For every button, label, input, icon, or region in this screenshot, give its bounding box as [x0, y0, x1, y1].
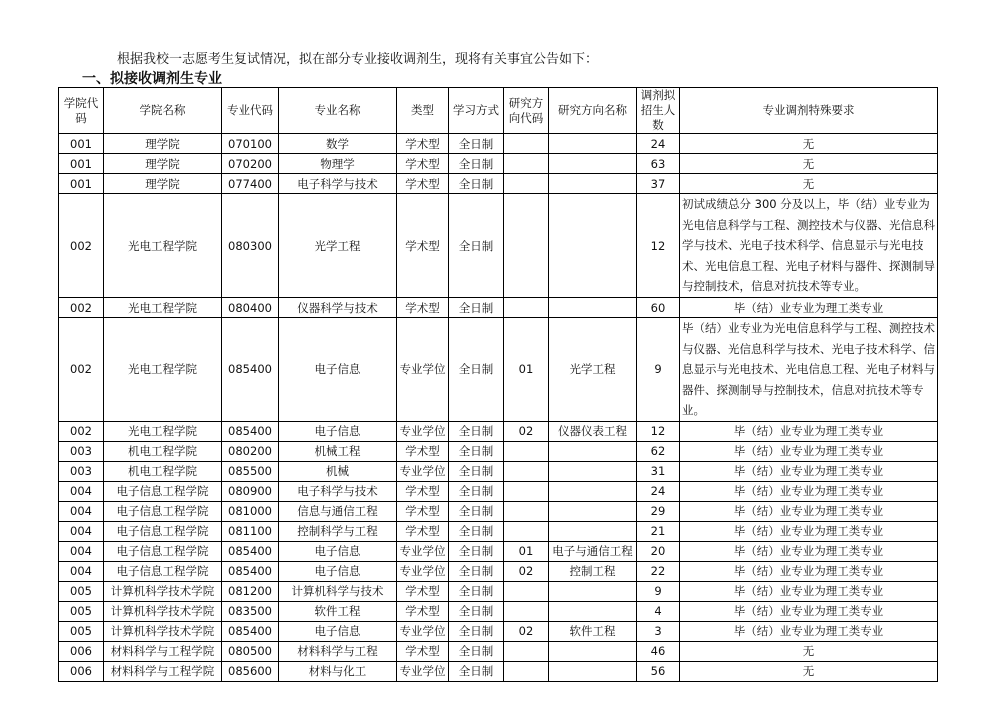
cell-study-mode: 全日制: [449, 174, 504, 194]
cell-major-name: 材料与化工: [279, 661, 397, 681]
cell-college-name: 电子信息工程学院: [104, 481, 222, 501]
section-heading: 一、拟接收调剂生专业: [82, 71, 222, 87]
cell-major-code: 085600: [222, 661, 279, 681]
cell-college-code: 006: [59, 661, 104, 681]
cell-major-code: 085400: [222, 421, 279, 441]
cell-requirements: 无: [680, 661, 938, 681]
cell-major-name: 电子科学与技术: [279, 481, 397, 501]
cell-college-code: 004: [59, 521, 104, 541]
cell-direction-name: 软件工程: [549, 621, 637, 641]
cell-college-name: 计算机科学技术学院: [104, 601, 222, 621]
cell-college-code: 005: [59, 601, 104, 621]
cell-college-name: 机电工程学院: [104, 461, 222, 481]
cell-college-name: 光电工程学院: [104, 421, 222, 441]
cell-direction-name: [549, 641, 637, 661]
cell-direction-name: [549, 501, 637, 521]
cell-requirements: 毕（结）业专业为理工类专业: [680, 501, 938, 521]
cell-type: 学术型: [397, 641, 449, 661]
cell-study-mode: 全日制: [449, 154, 504, 174]
table-row: [59, 481, 938, 501]
cell-quota: 9: [637, 581, 680, 601]
cell-quota: 4: [637, 601, 680, 621]
cell-college-code: 002: [59, 194, 104, 298]
cell-major-name: 电子信息: [279, 561, 397, 581]
cell-college-name: 材料科学与工程学院: [104, 661, 222, 681]
cell-college-name: 理学院: [104, 134, 222, 154]
cell-direction-name: 光学工程: [549, 318, 637, 422]
cell-direction-name: [549, 661, 637, 681]
cell-type: 学术型: [397, 441, 449, 461]
cell-major-name: 电子信息: [279, 621, 397, 641]
cell-direction-code: 02: [504, 561, 549, 581]
cell-study-mode: 全日制: [449, 661, 504, 681]
table-row: [59, 661, 938, 681]
cell-type: 学术型: [397, 298, 449, 318]
cell-quota: 63: [637, 154, 680, 174]
cell-requirements: 毕（结）业专业为理工类专业: [680, 298, 938, 318]
table-body: [59, 134, 938, 682]
cell-direction-code: 02: [504, 421, 549, 441]
cell-college-name: 机电工程学院: [104, 441, 222, 461]
cell-requirements: 毕（结）业专业为理工类专业: [680, 581, 938, 601]
cell-study-mode: 全日制: [449, 461, 504, 481]
cell-study-mode: 全日制: [449, 421, 504, 441]
cell-study-mode: 全日制: [449, 581, 504, 601]
adjustment-majors-table: [58, 87, 938, 682]
cell-college-name: 光电工程学院: [104, 318, 222, 422]
cell-college-code: 004: [59, 541, 104, 561]
cell-requirements: 无: [680, 154, 938, 174]
cell-type: 专业学位: [397, 318, 449, 422]
table-row: [59, 621, 938, 641]
cell-college-code: 004: [59, 481, 104, 501]
cell-major-name: 物理学: [279, 154, 397, 174]
cell-type: 学术型: [397, 194, 449, 298]
cell-college-code: 003: [59, 461, 104, 481]
cell-type: 学术型: [397, 581, 449, 601]
cell-quota: 12: [637, 421, 680, 441]
table-row: [59, 441, 938, 461]
cell-major-name: 电子信息: [279, 541, 397, 561]
table-row: [59, 154, 938, 174]
cell-study-mode: 全日制: [449, 541, 504, 561]
cell-major-name: 数学: [279, 134, 397, 154]
header-study-mode: 学习方式: [449, 88, 504, 134]
cell-major-name: 光学工程: [279, 194, 397, 298]
cell-major-name: 电子信息: [279, 421, 397, 441]
cell-direction-code: [504, 134, 549, 154]
header-direction-code: 研究方向代码: [504, 88, 549, 134]
cell-college-code: 001: [59, 134, 104, 154]
cell-direction-code: [504, 174, 549, 194]
table-row: [59, 521, 938, 541]
cell-major-name: 机械工程: [279, 441, 397, 461]
cell-direction-name: [549, 298, 637, 318]
cell-direction-code: [504, 194, 549, 298]
table-row: [59, 174, 938, 194]
cell-study-mode: 全日制: [449, 298, 504, 318]
cell-type: 学术型: [397, 134, 449, 154]
cell-study-mode: 全日制: [449, 134, 504, 154]
cell-study-mode: 全日制: [449, 601, 504, 621]
cell-requirements: 无: [680, 174, 938, 194]
cell-quota: 29: [637, 501, 680, 521]
cell-major-name: 材料科学与工程: [279, 641, 397, 661]
table-header-row: [59, 88, 938, 134]
cell-major-code: 085500: [222, 461, 279, 481]
table-row: [59, 298, 938, 318]
cell-major-code: 080900: [222, 481, 279, 501]
cell-type: 专业学位: [397, 461, 449, 481]
cell-quota: 24: [637, 134, 680, 154]
intro-paragraph: 根据我校一志愿考生复试情况，拟在部分专业接收调剂生，现将有关事宜公告如下：: [117, 52, 599, 67]
cell-college-name: 电子信息工程学院: [104, 541, 222, 561]
cell-direction-code: [504, 441, 549, 461]
cell-quota: 46: [637, 641, 680, 661]
cell-requirements: 毕（结）业专业为理工类专业: [680, 541, 938, 561]
cell-quota: 21: [637, 521, 680, 541]
cell-direction-code: [504, 501, 549, 521]
cell-college-code: 002: [59, 421, 104, 441]
cell-college-code: 004: [59, 561, 104, 581]
cell-study-mode: 全日制: [449, 441, 504, 461]
cell-major-name: 信息与通信工程: [279, 501, 397, 521]
cell-quota: 20: [637, 541, 680, 561]
cell-type: 学术型: [397, 601, 449, 621]
cell-direction-name: [549, 441, 637, 461]
cell-direction-code: [504, 154, 549, 174]
cell-quota: 9: [637, 318, 680, 422]
cell-type: 专业学位: [397, 561, 449, 581]
cell-college-code: 006: [59, 641, 104, 661]
cell-college-code: 002: [59, 298, 104, 318]
cell-college-name: 理学院: [104, 174, 222, 194]
cell-direction-name: [549, 194, 637, 298]
cell-requirements: 毕（结）业专业为理工类专业: [680, 521, 938, 541]
cell-study-mode: 全日制: [449, 621, 504, 641]
cell-direction-code: [504, 521, 549, 541]
cell-college-code: 005: [59, 621, 104, 641]
cell-college-name: 计算机科学技术学院: [104, 621, 222, 641]
cell-quota: 31: [637, 461, 680, 481]
cell-direction-name: [549, 461, 637, 481]
cell-major-name: 仪器科学与技术: [279, 298, 397, 318]
cell-major-name: 控制科学与工程: [279, 521, 397, 541]
cell-requirements: 毕（结）业专业为理工类专业: [680, 481, 938, 501]
cell-quota: 22: [637, 561, 680, 581]
cell-type: 学术型: [397, 521, 449, 541]
cell-direction-code: [504, 601, 549, 621]
cell-major-code: 070200: [222, 154, 279, 174]
cell-direction-code: [504, 481, 549, 501]
cell-major-code: 085400: [222, 621, 279, 641]
cell-direction-name: [549, 581, 637, 601]
cell-major-name: 电子科学与技术: [279, 174, 397, 194]
cell-direction-name: [549, 154, 637, 174]
cell-type: 专业学位: [397, 421, 449, 441]
cell-requirements: 毕（结）业专业为光电信息科学与工程、测控技术与仪器、光信息科学与技术、光电子技术科学、信息显示与光电技术、光电信息工程、光电子材料与器件、探测制导与控制技术，信息对抗技术等专业。: [680, 318, 938, 422]
cell-requirements: 毕（结）业专业为理工类专业: [680, 561, 938, 581]
cell-requirements: 毕（结）业专业为理工类专业: [680, 621, 938, 641]
cell-quota: 12: [637, 194, 680, 298]
header-direction-name: 研究方向名称: [549, 88, 637, 134]
header-college-name: 学院名称: [104, 88, 222, 134]
table-row: [59, 134, 938, 154]
cell-direction-code: [504, 641, 549, 661]
cell-direction-name: [549, 601, 637, 621]
table-row: [59, 561, 938, 581]
cell-college-code: 002: [59, 318, 104, 422]
header-type: 类型: [397, 88, 449, 134]
cell-college-name: 光电工程学院: [104, 298, 222, 318]
table-row: [59, 501, 938, 521]
cell-direction-code: 01: [504, 318, 549, 422]
cell-college-code: 003: [59, 441, 104, 461]
cell-college-code: 001: [59, 174, 104, 194]
cell-study-mode: 全日制: [449, 641, 504, 661]
cell-direction-name: 控制工程: [549, 561, 637, 581]
cell-major-code: 080500: [222, 641, 279, 661]
header-major-name: 专业名称: [279, 88, 397, 134]
cell-quota: 3: [637, 621, 680, 641]
cell-study-mode: 全日制: [449, 318, 504, 422]
cell-requirements: 无: [680, 641, 938, 661]
cell-requirements: 毕（结）业专业为理工类专业: [680, 421, 938, 441]
cell-quota: 62: [637, 441, 680, 461]
cell-direction-code: [504, 298, 549, 318]
cell-major-name: 机械: [279, 461, 397, 481]
table-row: [59, 318, 938, 422]
cell-major-code: 081100: [222, 521, 279, 541]
cell-college-code: 004: [59, 501, 104, 521]
cell-quota: 60: [637, 298, 680, 318]
cell-major-name: 电子信息: [279, 318, 397, 422]
cell-type: 学术型: [397, 174, 449, 194]
table-row: [59, 421, 938, 441]
cell-major-code: 081000: [222, 501, 279, 521]
table-row: [59, 601, 938, 621]
cell-direction-name: 仪器仪表工程: [549, 421, 637, 441]
cell-study-mode: 全日制: [449, 561, 504, 581]
cell-major-code: 070100: [222, 134, 279, 154]
cell-requirements: 毕（结）业专业为理工类专业: [680, 461, 938, 481]
cell-college-name: 电子信息工程学院: [104, 561, 222, 581]
table-row: [59, 581, 938, 601]
cell-requirements: 毕（结）业专业为理工类专业: [680, 441, 938, 461]
cell-direction-code: 01: [504, 541, 549, 561]
cell-college-name: 电子信息工程学院: [104, 521, 222, 541]
cell-requirements: 无: [680, 134, 938, 154]
cell-major-name: 软件工程: [279, 601, 397, 621]
header-major-code: 专业代码: [222, 88, 279, 134]
cell-major-code: 080300: [222, 194, 279, 298]
cell-major-code: 085400: [222, 541, 279, 561]
cell-major-code: 085400: [222, 561, 279, 581]
cell-major-name: 计算机科学与技术: [279, 581, 397, 601]
cell-type: 专业学位: [397, 661, 449, 681]
cell-direction-code: [504, 581, 549, 601]
cell-direction-code: [504, 461, 549, 481]
cell-major-code: 077400: [222, 174, 279, 194]
cell-type: 学术型: [397, 501, 449, 521]
table-row: [59, 641, 938, 661]
cell-direction-name: 电子与通信工程: [549, 541, 637, 561]
cell-study-mode: 全日制: [449, 521, 504, 541]
table-row: [59, 541, 938, 561]
cell-college-name: 电子信息工程学院: [104, 501, 222, 521]
cell-college-name: 理学院: [104, 154, 222, 174]
table-row: [59, 194, 938, 298]
table-row: [59, 461, 938, 481]
header-requirements: 专业调剂特殊要求: [680, 88, 938, 134]
cell-college-name: 计算机科学技术学院: [104, 581, 222, 601]
cell-major-code: 080200: [222, 441, 279, 461]
cell-college-code: 001: [59, 154, 104, 174]
cell-type: 学术型: [397, 481, 449, 501]
cell-college-name: 光电工程学院: [104, 194, 222, 298]
cell-direction-code: [504, 661, 549, 681]
cell-quota: 56: [637, 661, 680, 681]
cell-direction-name: [549, 134, 637, 154]
cell-direction-name: [549, 174, 637, 194]
cell-quota: 37: [637, 174, 680, 194]
cell-major-code: 085400: [222, 318, 279, 422]
cell-type: 专业学位: [397, 621, 449, 641]
cell-college-name: 材料科学与工程学院: [104, 641, 222, 661]
cell-direction-name: [549, 521, 637, 541]
cell-type: 学术型: [397, 154, 449, 174]
cell-study-mode: 全日制: [449, 194, 504, 298]
cell-direction-name: [549, 481, 637, 501]
cell-major-code: 080400: [222, 298, 279, 318]
cell-quota: 24: [637, 481, 680, 501]
cell-study-mode: 全日制: [449, 481, 504, 501]
cell-direction-code: 02: [504, 621, 549, 641]
cell-requirements: 初试成绩总分 300 分及以上，毕（结）业专业为光电信息科学与工程、测控技术与仪器、光信息科学与技术、光电子技术科学、信息显示与光电技术、光电信息工程、光电子材料与器件、探测制导与控制技术，信息对抗技术等专业。: [680, 194, 938, 298]
cell-type: 专业学位: [397, 541, 449, 561]
cell-study-mode: 全日制: [449, 501, 504, 521]
cell-major-code: 081200: [222, 581, 279, 601]
cell-major-code: 083500: [222, 601, 279, 621]
header-college-code: 学院代码: [59, 88, 104, 134]
header-quota: 调剂拟招生人数: [637, 88, 680, 134]
cell-college-code: 005: [59, 581, 104, 601]
cell-requirements: 毕（结）业专业为理工类专业: [680, 601, 938, 621]
